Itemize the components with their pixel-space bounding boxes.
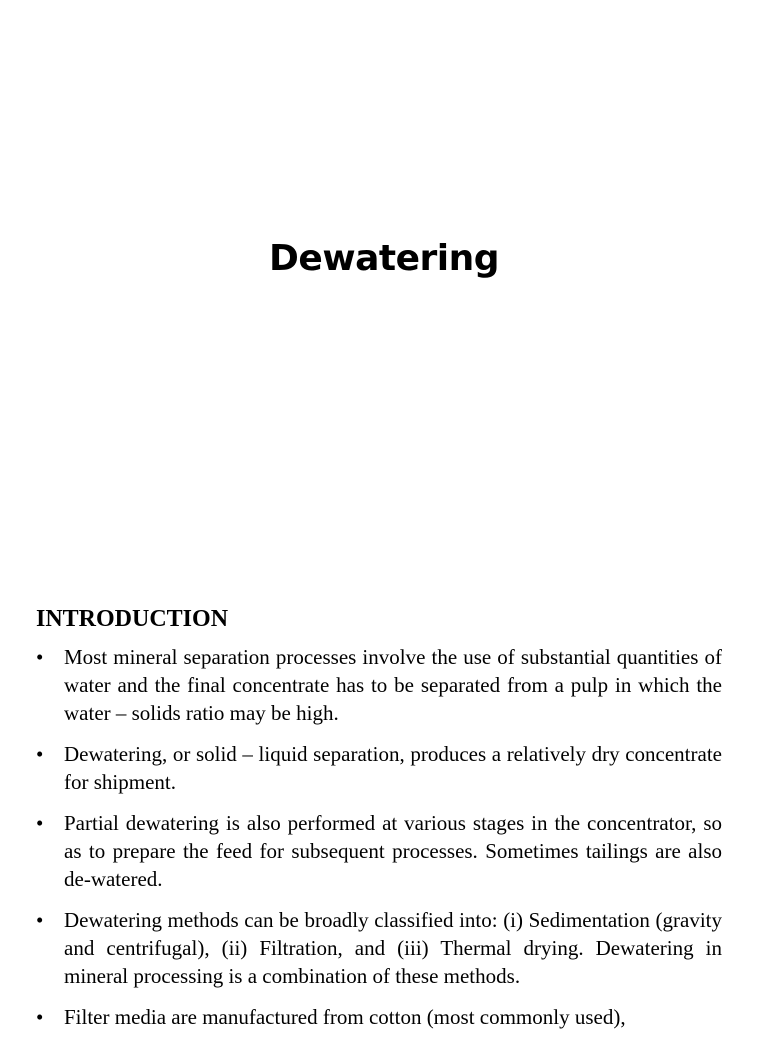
bullet-icon: • xyxy=(36,742,44,766)
section-heading: INTRODUCTION xyxy=(36,606,229,632)
bullet-icon: • xyxy=(36,811,44,835)
introduction-section xyxy=(36,606,722,1044)
bullet-icon: • xyxy=(36,1005,44,1029)
bullet-list xyxy=(36,643,722,1031)
bullet-text: Dewatering, or solid – liquid separation, produces a relatively dry concentrate for shipment. xyxy=(64,742,722,794)
list-item xyxy=(36,906,722,990)
page-title: Dewatering xyxy=(269,238,499,280)
list-item xyxy=(36,643,722,727)
bullet-icon: • xyxy=(36,645,44,669)
list-item xyxy=(36,809,722,893)
bullet-icon: • xyxy=(36,908,44,932)
bullet-text: Partial dewatering is also performed at various stages in the concentrator, so as to prepare the feed for subsequent processes. Sometimes tailings are also de-watered. xyxy=(64,811,722,891)
bullet-text: Most mineral separation processes involve the use of substantial quantities of water and the final concentrate has to be separated from a pulp in which the water – solids ratio may be high. xyxy=(64,645,722,725)
list-item xyxy=(36,1003,722,1031)
list-item xyxy=(36,740,722,796)
bullet-text: Filter media are manufactured from cotton (most commonly used), xyxy=(64,1005,626,1029)
bullet-text: Dewatering methods can be broadly classified into: (i) Sedimentation (gravity and centrifugal), (ii) Filtration, and (iii) Thermal drying. Dewatering in mineral processing is a combination of these methods. xyxy=(64,908,722,988)
